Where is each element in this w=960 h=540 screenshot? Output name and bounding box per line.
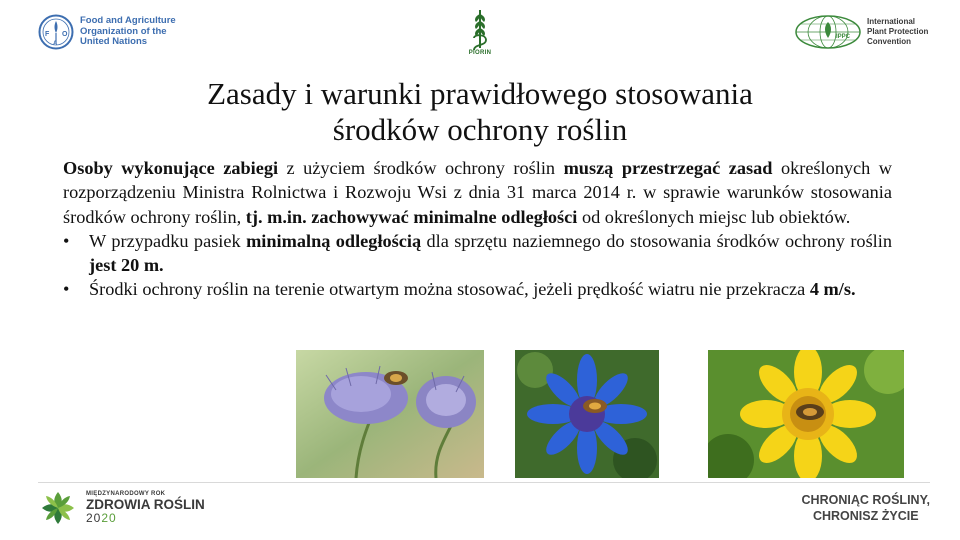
svg-text:O: O: [62, 31, 68, 38]
svg-text:F: F: [45, 31, 50, 38]
title-line-2: środków ochrony roślin: [332, 112, 628, 147]
body-text: [63, 156, 892, 302]
bullet-2-text-a: Środki ochrony roślin na terenie otwartym można stosować, jeżeli prędkość wiatru nie przekracza: [89, 279, 810, 300]
header: [0, 0, 960, 70]
ippc-logo: [794, 14, 928, 50]
ihp-big-label: ZDROWIA ROŚLIN: [86, 497, 205, 512]
intro-paragraph: [63, 156, 892, 229]
ihp-2020-logo: [38, 488, 205, 528]
slogan-line-1: CHRONIĄC ROŚLINY,: [801, 493, 930, 507]
sunflower-image: [708, 350, 904, 478]
title-line-1: Zasady i warunki prawidłowego stosowania: [207, 76, 753, 111]
slogan-line-2: CHRONISZ ŻYCIE: [812, 509, 919, 523]
cornflower-image: [515, 350, 659, 478]
list-item: [63, 229, 892, 278]
fao-emblem-icon: [38, 14, 74, 50]
intro-bold-b: muszą przestrzegać zasad: [563, 158, 773, 178]
page-title: [0, 76, 960, 148]
ihp-emblem-icon: [38, 488, 78, 528]
footer-divider: [38, 482, 930, 483]
ihp-small-label: MIĘDZYNARODOWY ROK: [86, 491, 166, 497]
fao-line-3: United Nations: [80, 36, 148, 48]
rules-list: [63, 229, 892, 302]
svg-text:IPPC: IPPC: [836, 34, 851, 40]
cornflower-bee-photo: [515, 350, 659, 478]
ippc-line-1: International: [867, 17, 916, 26]
fao-logo: [38, 14, 176, 50]
fao-name: [80, 16, 176, 48]
ihp-year: [86, 512, 205, 525]
fao-line-2: Organization of the: [80, 25, 167, 37]
intro-text-a: z użyciem środków ochrony roślin: [278, 158, 564, 178]
ippc-emblem-icon: [794, 14, 862, 50]
phacelia-bee-photo: [296, 350, 484, 478]
bullet-1-bold-b: jest 20 m.: [89, 255, 164, 276]
bullet-1-text-a: W przypadku pasiek: [89, 230, 247, 251]
fao-line-1: Food and Agriculture: [80, 15, 176, 27]
list-item: [63, 277, 892, 301]
intro-bold-a: Osoby wykonujące zabiegi: [63, 158, 279, 178]
bullet-marker: •: [63, 279, 70, 300]
svg-text:A: A: [53, 41, 58, 47]
bullet-1-bold-a: minimalną odległością: [246, 230, 422, 251]
bullet-1-text-b: dla sprzętu naziemnego do stosowania środków ochrony roślin: [421, 230, 892, 251]
ihp-text: [86, 491, 205, 525]
intro-text-b: określonych w rozporządzeniu Ministra Rolnictwa i Rozwoju Wsi z dnia 31 marca 2014 r. w sprawie warunków stosowania środków ochrony roślin,: [63, 158, 892, 227]
ihp-year-b: 20: [101, 511, 117, 525]
piorin-label: PIORIN: [468, 50, 492, 56]
ihp-year-a: 20: [86, 511, 102, 525]
phacelia-flower-image: [296, 350, 484, 478]
bullet-2-bold-a: 4 m/s.: [809, 279, 856, 300]
intro-text-c: od określonych miejsc lub obiektów.: [577, 206, 851, 227]
ippc-name: [867, 17, 928, 47]
ippc-line-3: Convention: [867, 37, 911, 46]
ippc-line-2: Plant Protection: [867, 27, 929, 36]
bullet-marker: •: [63, 230, 70, 251]
intro-bold-c: tj. m.in. zachowywać minimalne odległości: [245, 206, 578, 227]
slogan: [802, 492, 930, 524]
sunflower-bee-photo: [708, 350, 904, 478]
